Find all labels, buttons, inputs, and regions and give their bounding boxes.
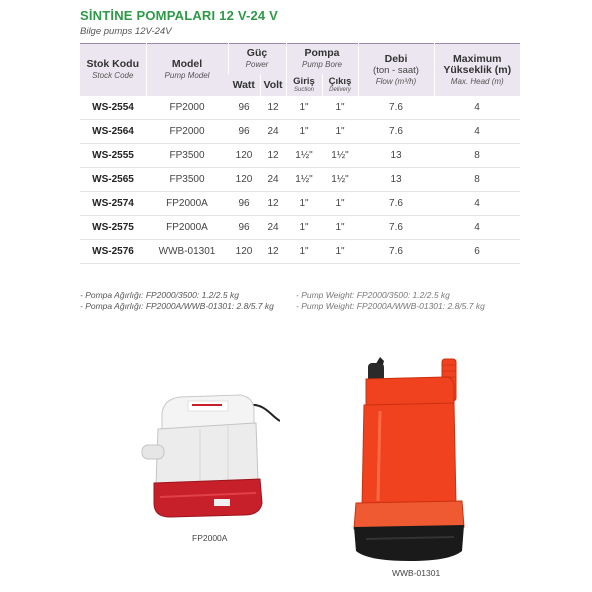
cell-code: WS-2554 xyxy=(80,96,146,120)
cell-code: WS-2575 xyxy=(80,216,146,240)
cell-flow: 7.6 xyxy=(358,96,434,120)
cell-watt: 120 xyxy=(228,240,260,264)
cell-flow: 7.6 xyxy=(358,120,434,144)
cell-inlet: 1" xyxy=(286,240,322,264)
cell-watt: 120 xyxy=(228,168,260,192)
table-row xyxy=(80,192,520,216)
cell-model: FP2000A xyxy=(146,192,228,216)
cell-code: WS-2574 xyxy=(80,192,146,216)
cell-volt: 12 xyxy=(260,96,286,120)
cell-code: WS-2565 xyxy=(80,168,146,192)
cell-outlet: 1" xyxy=(322,96,358,120)
cell-inlet: 1½" xyxy=(286,144,322,168)
header-stock-code: Stok Kodu Stock Code xyxy=(80,44,146,97)
cell-watt: 96 xyxy=(228,120,260,144)
cell-outlet: 1½" xyxy=(322,144,358,168)
cell-code: WS-2555 xyxy=(80,144,146,168)
cell-inlet: 1" xyxy=(286,96,322,120)
cell-outlet: 1" xyxy=(322,216,358,240)
table-row xyxy=(80,240,520,264)
pump-wwb-01301-caption: WWB-01301 xyxy=(392,568,441,578)
cell-watt: 96 xyxy=(228,216,260,240)
cell-head: 4 xyxy=(434,192,520,216)
cell-model: FP2000 xyxy=(146,96,228,120)
cell-inlet: 1" xyxy=(286,216,322,240)
cell-volt: 24 xyxy=(260,216,286,240)
cell-flow: 7.6 xyxy=(358,192,434,216)
cell-watt: 120 xyxy=(228,144,260,168)
cell-model: WWB-01301 xyxy=(146,240,228,264)
cell-model: FP2000 xyxy=(146,120,228,144)
header-power: Güç Power xyxy=(228,44,286,75)
cell-volt: 24 xyxy=(260,168,286,192)
header-max-head: Maximum Yükseklik (m) Max. Head (m) xyxy=(434,44,520,97)
table-row xyxy=(80,216,520,240)
cell-volt: 12 xyxy=(260,144,286,168)
cell-model: FP3500 xyxy=(146,144,228,168)
cell-head: 6 xyxy=(434,240,520,264)
header-inlet: Giriş Suction xyxy=(286,74,322,96)
cell-flow: 13 xyxy=(358,168,434,192)
table-row xyxy=(80,120,520,144)
cell-volt: 24 xyxy=(260,120,286,144)
header-outlet: Çıkış Delivery xyxy=(322,74,358,96)
cell-inlet: 1" xyxy=(286,120,322,144)
pump-fp2000a-image xyxy=(140,385,280,525)
header-model: Model Pump Model xyxy=(146,44,228,97)
cell-flow: 7.6 xyxy=(358,216,434,240)
cell-outlet: 1" xyxy=(322,240,358,264)
cell-code: WS-2576 xyxy=(80,240,146,264)
cell-head: 4 xyxy=(434,216,520,240)
pump-wwb-01301-image xyxy=(350,355,470,570)
cell-outlet: 1½" xyxy=(322,168,358,192)
spec-table xyxy=(80,43,520,264)
pump-fp2000a-caption: FP2000A xyxy=(192,533,228,543)
header-flow: Debi (ton - saat) Flow (m³/h) xyxy=(358,44,434,97)
cell-head: 4 xyxy=(434,96,520,120)
table-row xyxy=(80,168,520,192)
cell-flow: 13 xyxy=(358,144,434,168)
cell-code: WS-2564 xyxy=(80,120,146,144)
cell-flow: 7.6 xyxy=(358,240,434,264)
cell-head: 4 xyxy=(434,120,520,144)
cell-inlet: 1" xyxy=(286,192,322,216)
cell-outlet: 1" xyxy=(322,192,358,216)
table-row xyxy=(80,96,520,120)
page-title: SİNTİNE POMPALARI 12 V-24 V xyxy=(80,8,279,23)
cell-watt: 96 xyxy=(228,96,260,120)
cell-head: 8 xyxy=(434,144,520,168)
header-pump: Pompa Pump Bore xyxy=(286,44,358,75)
page-subtitle: Bilge pumps 12V-24V xyxy=(80,26,172,37)
cell-head: 8 xyxy=(434,168,520,192)
cell-outlet: 1" xyxy=(322,120,358,144)
weight-notes-tr: - Pompa Ağırlığı: FP2000/3500: 1.2/2.5 kg - Pompa Ağırlığı: FP2000A/WWB-01301: 2.8/5.7 kg xyxy=(80,290,274,311)
cell-volt: 12 xyxy=(260,240,286,264)
header-volt: Volt xyxy=(260,74,286,96)
cell-volt: 12 xyxy=(260,192,286,216)
cell-watt: 96 xyxy=(228,192,260,216)
cell-inlet: 1½" xyxy=(286,168,322,192)
weight-notes-en: - Pump Weight: FP2000/3500: 1.2/2.5 kg - Pump Weight: FP2000A/WWB-01301: 2.8/5.7 kg xyxy=(296,290,485,311)
header-watt: Watt xyxy=(228,74,260,96)
table-row xyxy=(80,144,520,168)
cell-model: FP3500 xyxy=(146,168,228,192)
cell-model: FP2000A xyxy=(146,216,228,240)
